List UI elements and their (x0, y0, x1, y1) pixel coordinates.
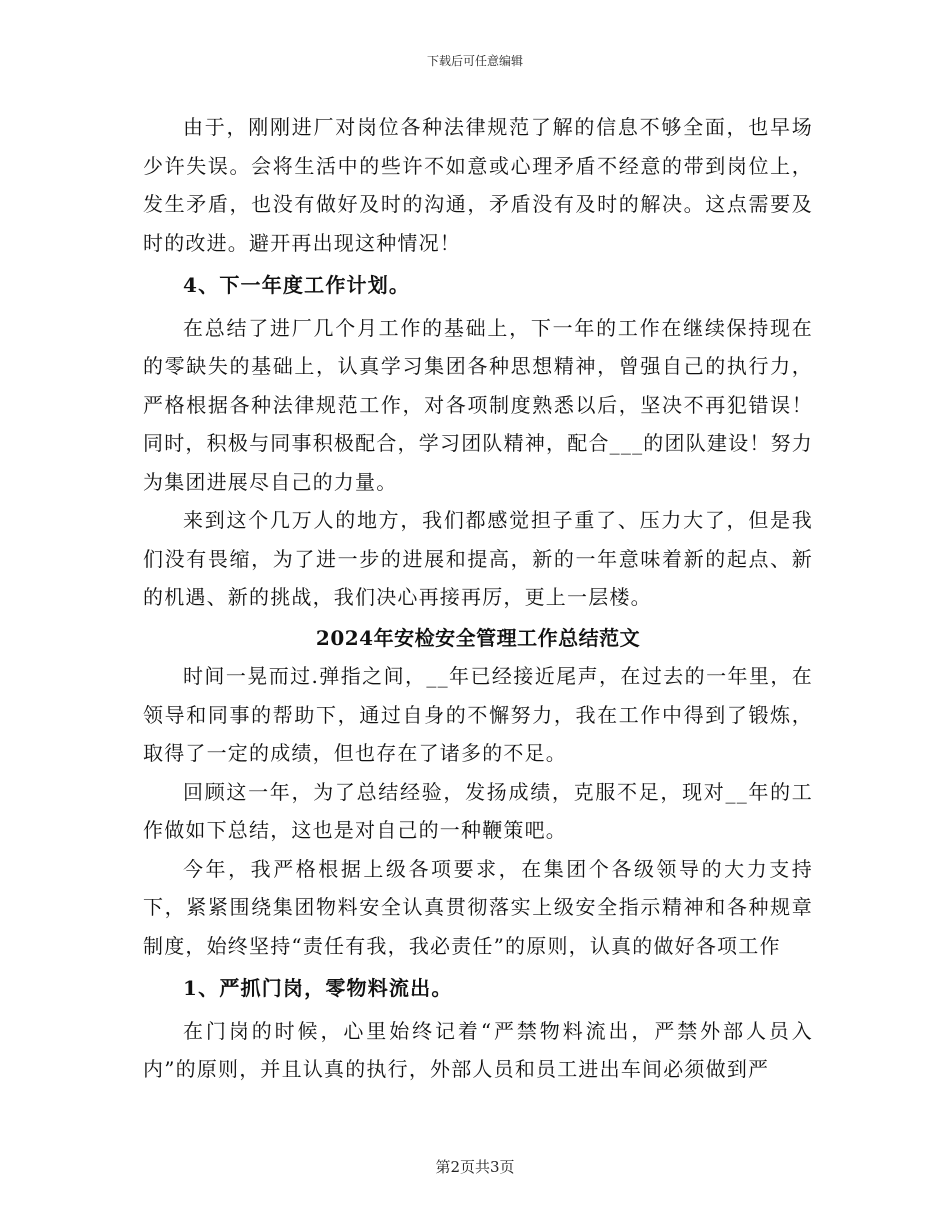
page-footer: 第2页共3页 (435, 1158, 515, 1176)
document-title: 2024年安检安全管理工作总结范文 (315, 625, 641, 650)
paragraph: 今年，我严格根据上级各项要求，在集团个各级领导的大力支持下，紧紧围绕集团物料安全认真贯彻落实上级安全指示精神和各种规章制度，始终坚持“责任有我，我必责任”的原则，认真的做好各项工作 (143, 856, 813, 958)
page-header: 下载后可任意编辑 (426, 54, 523, 68)
paragraph: 时间一晃而过.弹指之间，__年已经接近尾声，在过去的一年里，在领导和同事的帮助下，通过自身的不懈努力，我在工作中得到了锻炼，取得了一定的成绩，但也存在了诸多的不足。 (143, 664, 813, 765)
paragraph: 来到这个几万人的地方，我们都感觉担子重了、压力大了，但是我们没有畏缩，为了进一步的进展和提高，新的一年意味着新的起点、新的机遇、新的挑战，我们决心再接再厉，更上一层楼。 (143, 508, 813, 609)
paragraph: 由于，刚刚进厂对岗位各种法律规范了解的信息不够全面，也早场少许失误。会将生活中的些许不如意或心理矛盾不经意的带到岗位上，发生矛盾，也没有做好及时的沟通，矛盾没有及时的解决。这点需要及时的改进。避开再出现这种情况！ (143, 115, 813, 255)
section-heading: 4、下一年度工作计划。 (183, 273, 411, 297)
section-heading: 1、严抓门岗，零物料流出。 (183, 976, 453, 1000)
paragraph: 在总结了进厂几个月工作的基础上，下一年的工作在继续保持现在的零缺失的基础上，认真学习集团各种思想精神，曾强自己的执行力，严格根据各种法律规范工作，对各项制度熟悉以后，坚决不再犯错误！同时，积极与同事积极配合，学习团队精神，配合___的团队建设！努力为集团进展尽自己的力量。 (143, 315, 813, 494)
document-body (143, 108, 813, 1089)
paragraph: 回顾这一年，为了总结经验，发扬成绩，克服不足，现对__年的工作做如下总结，这也是对自己的一种鞭策吧。 (143, 779, 813, 842)
paragraph: 在门岗的时候，心里始终记着“严禁物料流出，严禁外部人员入内”的原则，并且认真的执行，外部人员和员工进出车间必须做到严 (143, 1018, 813, 1081)
